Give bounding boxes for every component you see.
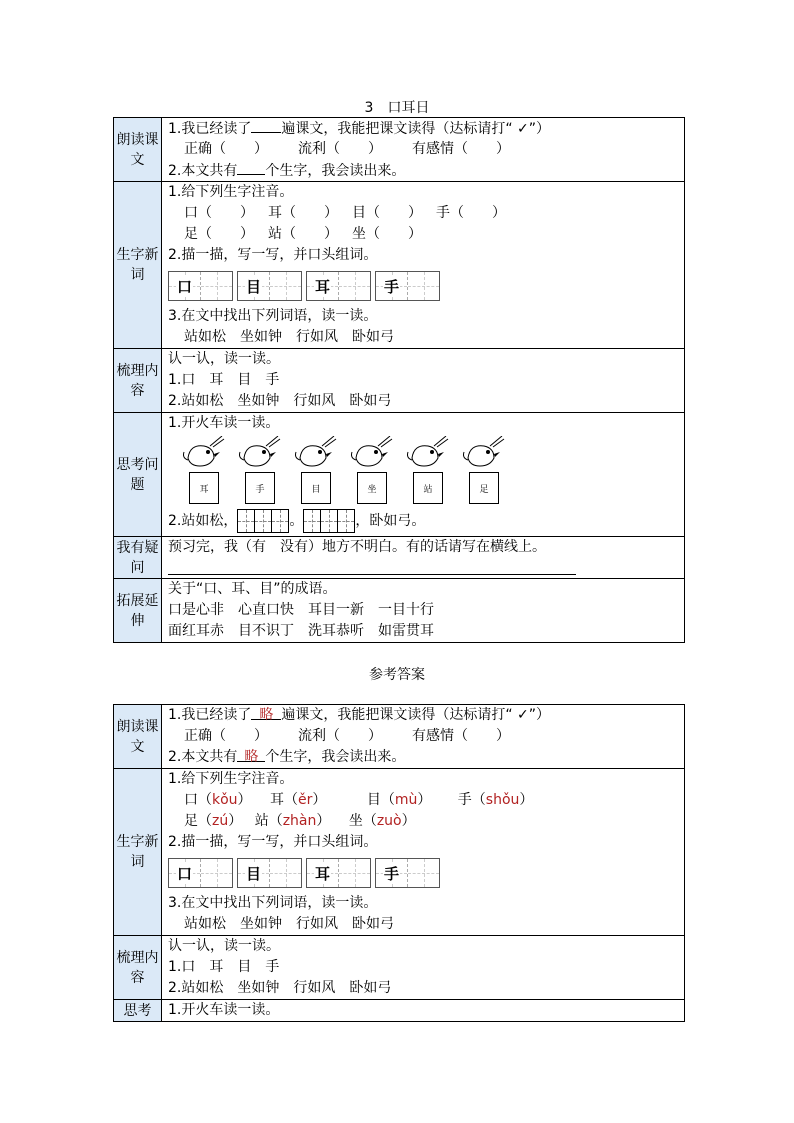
tracing-grid[interactable] <box>375 271 440 301</box>
section-extend <box>162 579 685 643</box>
pinyin-blank-shou[interactable]: 手（ ） <box>436 205 506 221</box>
bird-card[interactable] <box>460 436 508 506</box>
bird-card[interactable] <box>348 436 396 506</box>
answer-table <box>113 704 685 1022</box>
words-instruction-1: 1.给下列生字注音。 <box>168 184 294 200</box>
reading-line-1a: 1.我已经读了 <box>168 121 252 137</box>
think-line-2c: ，卧如弓。 <box>355 513 426 529</box>
answer-words: 1.给下列生字注音。 口（kǒu） 耳（ěr） 目（mù） 手（shǒu） 足（zú） 站（zhàn） 坐（zuò） 2.描一描，写一写，并口头组词。 口 目 耳 手 3.在文中找出下列词语，读一读。 站如松 坐如钟 行如风 卧如弓 <box>162 769 685 936</box>
answer-check-emotion: 有感情（ ） <box>412 728 510 744</box>
reading-line-3a: 2.本文共有 <box>168 163 238 179</box>
card-char: 目 <box>301 472 331 504</box>
answer-title: 参考答案 <box>369 667 425 683</box>
answer-label-words: 生字新词 <box>114 769 162 936</box>
answer-times: 略 <box>251 705 281 720</box>
answer-char-count: 略 <box>237 747 265 762</box>
answer-tracing-grid <box>237 858 302 888</box>
trace-char: 目 <box>245 277 261 296</box>
card-char: 足 <box>469 472 499 504</box>
answer-check-correct: 正确（ ） <box>184 728 268 744</box>
card-char: 耳 <box>189 472 219 504</box>
answer-think-line-1: 1.开火车读一读。 <box>168 1002 280 1018</box>
section-label-reading: 朗读课文 <box>114 118 162 182</box>
pinyin-blank-zhan[interactable]: 站（ ） <box>268 226 338 242</box>
blank-times[interactable] <box>251 118 281 133</box>
section-label-extend: 拓展延伸 <box>114 579 162 643</box>
answer-tracing-row <box>168 853 684 893</box>
tracing-grid[interactable] <box>168 271 233 301</box>
bird-card[interactable] <box>180 436 228 506</box>
answer-pinyin: kǒu <box>212 792 238 808</box>
answer-char: 足 <box>184 813 198 829</box>
answer-grid-1[interactable] <box>237 509 289 533</box>
answer-pinyin: shǒu <box>485 792 520 808</box>
think-line-2a: 2.站如松， <box>168 513 238 529</box>
answer-reading <box>162 705 685 769</box>
answer-pinyin: zhàn <box>282 813 317 829</box>
think-line-2b: 。 <box>289 513 304 529</box>
answer-trace-char: 目 <box>245 864 261 883</box>
answer-label-think: 思考 <box>114 1000 162 1022</box>
tracing-grid[interactable] <box>237 271 302 301</box>
reading-line-1b: 遍课文，我能把课文读得（达标请打“ ✓”） <box>281 121 551 137</box>
answer-pinyin: ěr <box>298 792 313 808</box>
answer-reading-1b: 遍课文，我能把课文读得（达标请打“ ✓”） <box>281 707 551 723</box>
question-line: 预习完，我（有 没有）地方不明白。有的话请写在横线上。 <box>168 539 546 555</box>
section-words <box>162 182 685 349</box>
pinyin-blank-kou[interactable]: 口（ ） <box>184 205 254 221</box>
answer-reading-3a: 2.本文共有 <box>168 749 238 765</box>
answer-sort-line-3: 2.站如松 坐如钟 行如风 卧如弓 <box>168 980 392 996</box>
trace-char: 手 <box>383 277 399 296</box>
section-think <box>162 413 685 537</box>
check-emotion[interactable]: 有感情（ ） <box>412 141 510 157</box>
answer-pinyin: mù <box>394 792 418 808</box>
answer-char: 口 <box>184 792 198 808</box>
tracing-grid-row <box>168 266 684 306</box>
section-question <box>162 537 685 579</box>
sort-line-2: 1.口 耳 目 手 <box>168 372 280 388</box>
question-answer-line[interactable] <box>168 558 576 575</box>
answer-trace-char: 耳 <box>314 864 330 883</box>
bird-card[interactable] <box>236 436 284 506</box>
section-label-sort: 梳理内容 <box>114 349 162 413</box>
pinyin-blank-mu[interactable]: 目（ ） <box>352 205 422 221</box>
blank-char-count[interactable] <box>237 160 265 175</box>
extend-line-3: 面红耳赤 目不识丁 洗耳恭听 如雷贯耳 <box>168 623 434 639</box>
extend-line-2: 口是心非 心直口快 耳目一新 一目十行 <box>168 602 434 618</box>
train-cards <box>168 434 684 506</box>
answer-tracing-grid <box>168 858 233 888</box>
answer-check-fluent: 流利（ ） <box>298 728 382 744</box>
answer-char: 目 <box>366 792 381 808</box>
bird-card[interactable] <box>292 436 340 506</box>
section-reading <box>162 118 685 182</box>
reading-line-3b: 个生字，我会读出来。 <box>265 163 406 179</box>
answer-trace-char: 手 <box>383 864 399 883</box>
sort-line-1: 认一认，读一读。 <box>168 351 280 367</box>
idiom-list: 站如松 坐如钟 行如风 卧如弓 <box>184 329 394 345</box>
sort-line-3: 2.站如松 坐如钟 行如风 卧如弓 <box>168 393 392 409</box>
answer-label-reading: 朗读课文 <box>114 705 162 769</box>
page-title: 3 口耳日 <box>364 100 430 116</box>
extend-line-1: 关于“口、耳、目”的成语。 <box>168 581 337 597</box>
answer-words-instruction-3: 3.在文中找出下列词语，读一读。 <box>168 895 378 911</box>
answer-words-instruction-1: 1.给下列生字注音。 <box>168 771 294 787</box>
section-label-question: 我有疑问 <box>114 537 162 579</box>
words-instruction-3: 3.在文中找出下列词语，读一读。 <box>168 308 378 324</box>
answer-char: 坐 <box>348 813 363 829</box>
answer-trace-char: 口 <box>176 864 192 883</box>
think-line-1: 1.开火车读一读。 <box>168 415 280 431</box>
card-char: 手 <box>245 472 275 504</box>
answer-tracing-grid <box>375 858 440 888</box>
tracing-grid[interactable] <box>306 271 371 301</box>
pinyin-blank-er[interactable]: 耳（ ） <box>268 205 338 221</box>
trace-char: 口 <box>176 277 192 296</box>
worksheet-table <box>113 117 685 643</box>
pinyin-blank-zu[interactable]: 足（ ） <box>184 226 254 242</box>
answer-char: 耳 <box>270 792 284 808</box>
bird-card[interactable] <box>404 436 452 506</box>
section-sort <box>162 349 685 413</box>
answer-reading-1a: 1.我已经读了 <box>168 707 252 723</box>
answer-idiom-list: 站如松 坐如钟 行如风 卧如弓 <box>184 916 394 932</box>
answer-char: 站 <box>254 813 269 829</box>
answer-sort-line-1: 认一认，读一读。 <box>168 938 280 954</box>
answer-grid-2[interactable] <box>303 509 355 533</box>
answer-pinyin: zuò <box>376 813 402 829</box>
answer-words-instruction-2: 2.描一描，写一写，并口头组词。 <box>168 834 378 850</box>
answer-label-sort: 梳理内容 <box>114 936 162 1000</box>
check-fluent[interactable]: 流利（ ） <box>298 141 382 157</box>
check-correct[interactable]: 正确（ ） <box>184 141 268 157</box>
card-char: 坐 <box>357 472 387 504</box>
answer-think <box>162 1000 685 1022</box>
card-char: 站 <box>413 472 443 504</box>
answer-sort <box>162 936 685 1000</box>
answer-char: 手 <box>457 792 472 808</box>
answer-sort-line-2: 1.口 耳 目 手 <box>168 959 280 975</box>
section-label-think: 思考问题 <box>114 413 162 537</box>
pinyin-blank-zuo[interactable]: 坐（ ） <box>352 226 422 242</box>
answer-reading-3b: 个生字，我会读出来。 <box>265 749 406 765</box>
trace-char: 耳 <box>314 277 330 296</box>
words-instruction-2: 2.描一描，写一写，并口头组词。 <box>168 247 378 263</box>
answer-tracing-grid <box>306 858 371 888</box>
answer-pinyin: zú <box>212 813 229 829</box>
section-label-words: 生字新词 <box>114 182 162 349</box>
